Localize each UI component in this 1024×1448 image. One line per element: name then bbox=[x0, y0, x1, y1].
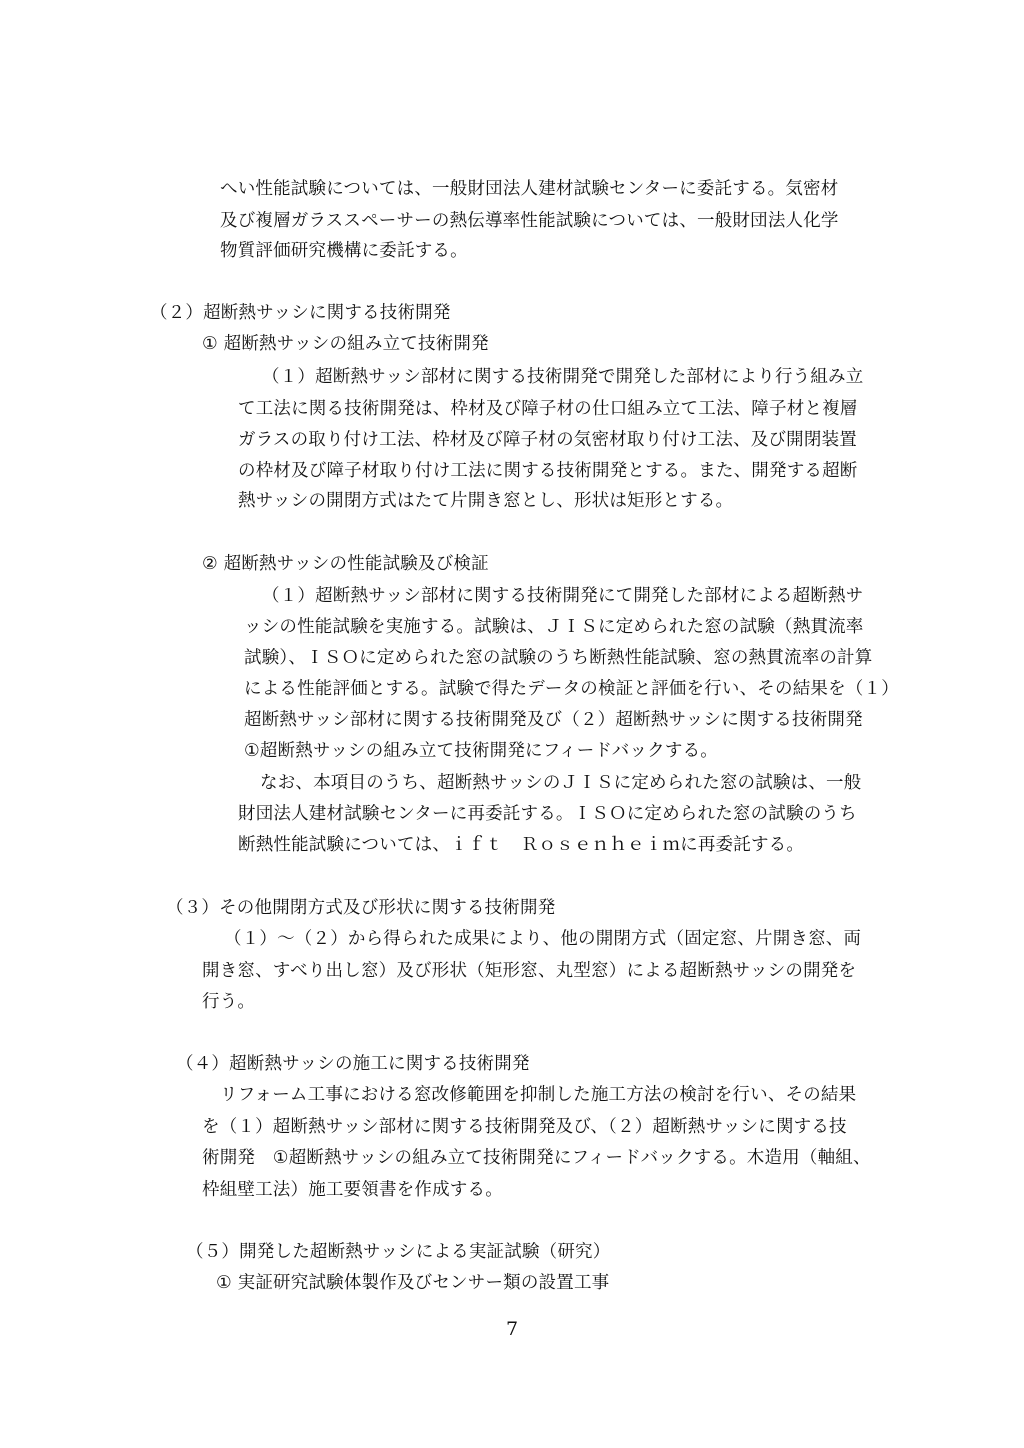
section-2-item-2-line-6: ①超断熱サッシの組み立て技術開発にフィードバックする。 bbox=[244, 741, 718, 761]
section-4-line-4: 枠組壁工法）施工要領書を作成する。 bbox=[202, 1180, 503, 1200]
section-4-line-2: を（１）超断熱サッシ部材に関する技術開発及び、（２）超断熱サッシに関する技 bbox=[202, 1117, 847, 1137]
section-2-item-1-line-4: の枠材及び障子材取り付け工法に関する技術開発とする。また、開発する超断 bbox=[238, 461, 858, 481]
section-4-heading: （４）超断熱サッシの施工に関する技術開発 bbox=[176, 1054, 530, 1074]
intro-line-1: へい性能試験については、一般財団法人建材試験センターに委託する。気密材 bbox=[220, 179, 839, 199]
section-2-item-2-line-8: 財団法人建材試験センターに再委託する。ＩＳＯに定められた窓の試験のうち bbox=[238, 804, 857, 824]
section-2-item-2-line-1: （１）超断熱サッシ部材に関する技術開発にて開発した部材による超断熱サ bbox=[262, 586, 864, 606]
section-2-heading: （２）超断熱サッシに関する技術開発 bbox=[150, 303, 451, 323]
section-4-line-3: 術開発 ①超断熱サッシの組み立て技術開発にフィードバックする。木造用（軸組、 bbox=[202, 1148, 871, 1168]
section-3-line-2: 開き窓、すべり出し窓）及び形状（矩形窓、丸型窓）による超断熱サッシの開発を bbox=[202, 961, 857, 981]
section-3-heading: （３）その他開閉方式及び形状に関する技術開発 bbox=[166, 898, 556, 918]
section-3-line-1: （１）～（２）から得られた成果により、他の開閉方式（固定窓、片開き窓、両 bbox=[224, 929, 862, 949]
section-5-item-1-heading: ① 実証研究試験体製作及びセンサー類の設置工事 bbox=[216, 1273, 610, 1293]
section-4-line-1: リフォーム工事における窓改修範囲を抑制した施工方法の検討を行い、その結果 bbox=[220, 1085, 857, 1105]
page-number: 7 bbox=[505, 1318, 519, 1340]
intro-line-2: 及び複層ガラススペーサーの熱伝導率性能試験については、一般財団法人化学 bbox=[220, 211, 839, 231]
section-2-item-2-line-5: 超断熱サッシ部材に関する技術開発及び（２）超断熱サッシに関する技術開発 bbox=[244, 710, 863, 730]
section-2-item-2-heading: ② 超断熱サッシの性能試験及び検証 bbox=[202, 554, 489, 574]
section-2-item-1-line-1: （１）超断熱サッシ部材に関する技術開発で開発した部材により行う組み立 bbox=[262, 367, 864, 387]
intro-line-3: 物質評価研究機構に委託する。 bbox=[220, 241, 468, 261]
section-3-line-3: 行う。 bbox=[202, 992, 256, 1012]
section-2-item-2-line-4: による性能評価とする。試験で得たデータの検証と評価を行い、その結果を（１） bbox=[244, 679, 899, 699]
section-2-item-2-line-3: 試験）、ＩＳＯに定められた窓の試験のうち断熱性能試験、窓の熱貫流率の計算 bbox=[244, 648, 873, 668]
section-2-item-1-line-5: 熱サッシの開閉方式はたて片開き窓とし、形状は矩形とする。 bbox=[238, 491, 734, 511]
section-2-item-2-line-7: なお、本項目のうち、超断熱サッシのＪＩＳに定められた窓の試験は、一般 bbox=[260, 773, 862, 793]
section-2-item-2-line-2: ッシの性能試験を実施する。試験は、ＪＩＳに定められた窓の試験（熱貫流率 bbox=[244, 617, 864, 637]
section-2-item-1-line-3: ガラスの取り付け工法、枠材及び障子材の気密材取り付け工法、及び開閉装置 bbox=[238, 430, 857, 450]
section-2-item-1-line-2: て工法に関る技術開発は、枠材及び障子材の仕口組み立て工法、障子材と複層 bbox=[238, 399, 858, 419]
section-5-heading: （５）開発した超断熱サッシによる実証試験（研究） bbox=[186, 1242, 611, 1262]
section-2-item-1-heading: ① 超断熱サッシの組み立て技術開発 bbox=[202, 334, 489, 354]
section-2-item-2-line-9: 断熱性能試験については、ｉｆｔ Ｒｏｓｅｎｈｅｉｍに再委託する。 bbox=[238, 835, 805, 855]
